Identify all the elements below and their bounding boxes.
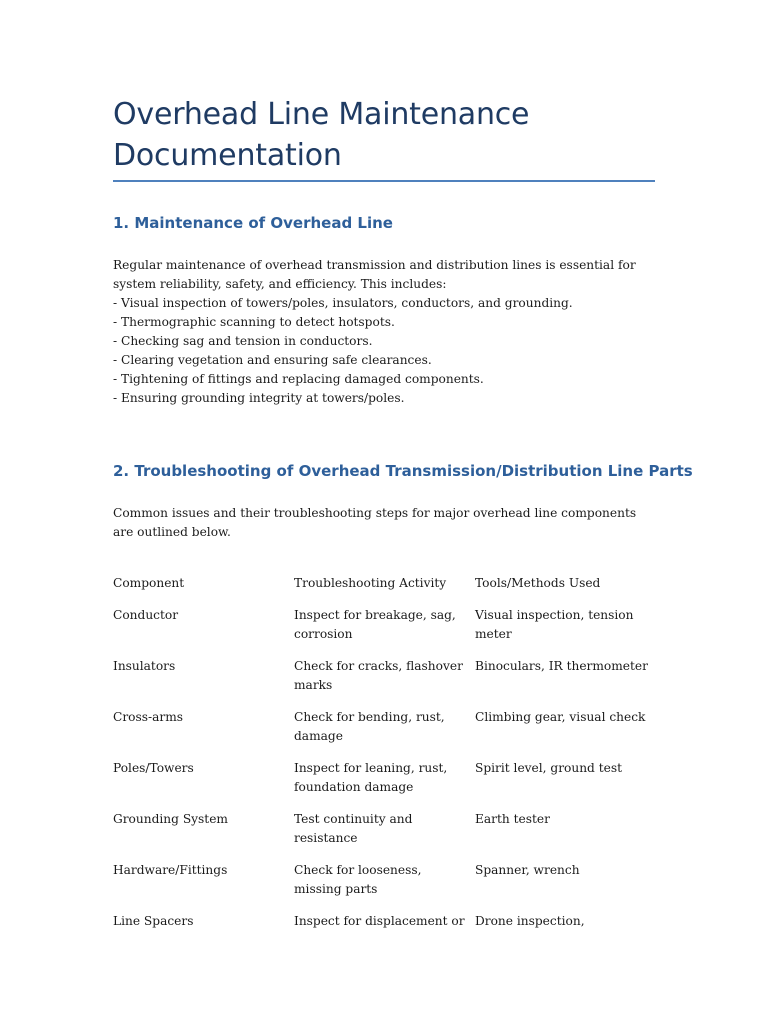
table-cell-tools: Climbing gear, visual check: [475, 710, 646, 724]
maintenance-task-list: [113, 294, 655, 408]
table-row: [113, 759, 655, 810]
section-1-intro: Regular maintenance of overhead transmission and distribution lines is essential for system reliability, safety, and efficiency. This includes:: [113, 258, 636, 291]
list-item: - Thermographic scanning to detect hotspots.: [113, 315, 395, 329]
table-cell-component: Line Spacers: [113, 914, 194, 928]
table-row: [113, 861, 655, 912]
table-cell-activity: Inspect for leaning, rust, foundation damage: [294, 761, 448, 794]
list-item: - Clearing vegetation and ensuring safe clearances.: [113, 353, 432, 367]
section-1-heading: 1. Maintenance of Overhead Line: [113, 214, 393, 232]
table-cell-tools: Spirit level, ground test: [475, 761, 622, 775]
table-cell-activity: Check for looseness, missing parts: [294, 863, 422, 896]
section-2-intro: Common issues and their troubleshooting steps for major overhead line components are outlined below.: [113, 506, 637, 539]
table-cell-tools: Spanner, wrench: [475, 863, 580, 877]
table-cell-activity: Inspect for breakage, sag, corrosion: [294, 608, 456, 641]
table-cell-activity: Test continuity and resistance: [294, 812, 413, 845]
table-row: [113, 657, 655, 708]
list-item: - Checking sag and tension in conductors.: [113, 334, 373, 348]
document-title: Overhead Line Maintenance Documentation: [113, 97, 530, 173]
table-cell-activity: Check for cracks, flashover marks: [294, 659, 463, 692]
table-cell-tools: Earth tester: [475, 812, 550, 826]
table-cell-component: Poles/Towers: [113, 761, 194, 775]
table-cell-component: Cross-arms: [113, 710, 184, 724]
column-header-activity: Troubleshooting Activity: [294, 576, 447, 590]
table-cell-component: Hardware/Fittings: [113, 863, 228, 877]
list-item: - Ensuring grounding integrity at towers/poles.: [113, 391, 405, 405]
table-cell-tools: Binoculars, IR thermometer: [475, 659, 648, 673]
column-header-tools: Tools/Methods Used: [475, 576, 601, 590]
column-header-component: Component: [113, 576, 185, 590]
title-underline-rule: [113, 180, 655, 182]
section-2-heading: 2. Troubleshooting of Overhead Transmission/Distribution Line Parts: [113, 462, 693, 480]
table-cell-component: Insulators: [113, 659, 176, 673]
table-cell-activity: Check for bending, rust, damage: [294, 710, 445, 743]
troubleshooting-table: [113, 574, 655, 963]
list-item: - Visual inspection of towers/poles, insulators, conductors, and grounding.: [113, 296, 573, 310]
table-cell-component: Grounding System: [113, 812, 228, 826]
table-header-row: [113, 574, 655, 606]
table-row: [113, 606, 655, 657]
table-cell-activity: Inspect for displacement or: [294, 914, 465, 928]
list-item: - Tightening of fittings and replacing damaged components.: [113, 372, 484, 386]
table-row: [113, 912, 655, 963]
table-row: [113, 708, 655, 759]
table-row: [113, 810, 655, 861]
table-cell-component: Conductor: [113, 608, 179, 622]
table-cell-tools: Visual inspection, tension meter: [475, 608, 634, 641]
table-cell-tools: Drone inspection,: [475, 914, 585, 928]
